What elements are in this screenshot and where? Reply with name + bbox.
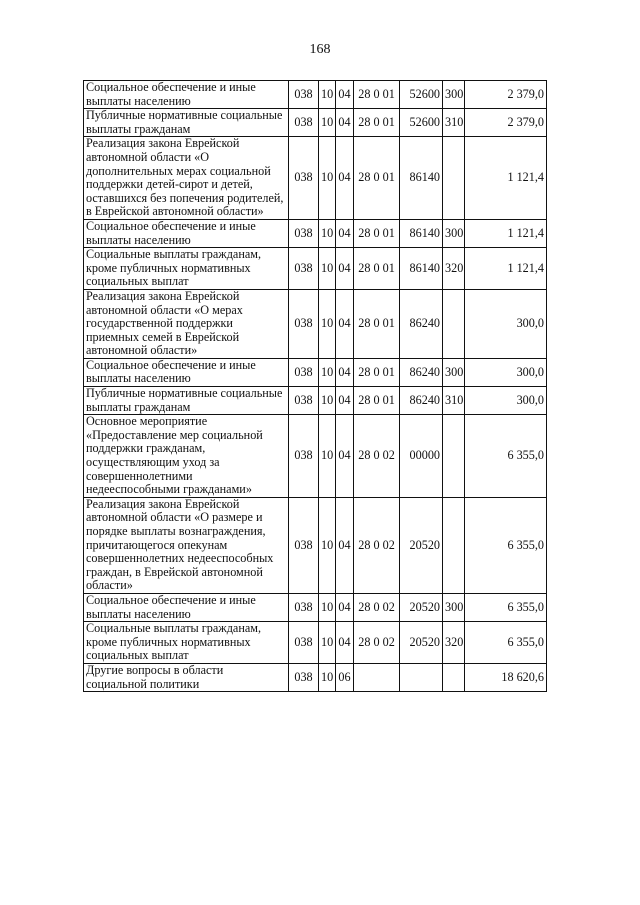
- cell-amount: 2 379,0: [465, 109, 547, 137]
- cell-grbs-code: 038: [289, 622, 319, 664]
- cell-section-code: 10: [319, 415, 336, 498]
- cell-direction-code: 86240: [400, 289, 443, 358]
- cell-name: Основное мероприятие «Предоставление мер социальной поддержки гражданам, осуществляющим уход за совершеннолетними недееспособными гражданами»: [84, 415, 289, 498]
- cell-direction-code: 86240: [400, 387, 443, 415]
- cell-amount: 1 121,4: [465, 248, 547, 290]
- cell-grbs-code: 038: [289, 415, 319, 498]
- cell-program-code: 28 0 01: [354, 248, 400, 290]
- cell-name: Реализация закона Еврейской автономной области «О размере и порядке выплаты вознаграждения, причитающегося опекунам совершеннолетних недееспособных граждан, в Еврейской автономной области»: [84, 497, 289, 593]
- cell-section-code: 10: [319, 289, 336, 358]
- cell-section-code: 10: [319, 593, 336, 621]
- cell-name: Социальное обеспечение и иные выплаты населению: [84, 219, 289, 247]
- cell-amount: 300,0: [465, 289, 547, 358]
- cell-amount: 1 121,4: [465, 137, 547, 220]
- cell-name: Социальные выплаты гражданам, кроме публичных нормативных социальных выплат: [84, 248, 289, 290]
- cell-grbs-code: 038: [289, 219, 319, 247]
- cell-section-code: 10: [319, 81, 336, 109]
- cell-section-code: 10: [319, 387, 336, 415]
- cell-section-code: 10: [319, 663, 336, 691]
- cell-subsection-code: 04: [336, 358, 354, 386]
- cell-section-code: 10: [319, 358, 336, 386]
- cell-subsection-code: 04: [336, 415, 354, 498]
- table-row: [84, 387, 547, 415]
- cell-section-code: 10: [319, 219, 336, 247]
- table-row: [84, 137, 547, 220]
- cell-grbs-code: 038: [289, 109, 319, 137]
- cell-grbs-code: 038: [289, 248, 319, 290]
- table-row: [84, 248, 547, 290]
- cell-name: Социальное обеспечение и иные выплаты населению: [84, 358, 289, 386]
- cell-expense-type-code: 300: [443, 593, 465, 621]
- cell-program-code: 28 0 02: [354, 415, 400, 498]
- cell-amount: 1 121,4: [465, 219, 547, 247]
- table-row: [84, 109, 547, 137]
- cell-grbs-code: 038: [289, 358, 319, 386]
- cell-subsection-code: 04: [336, 248, 354, 290]
- cell-subsection-code: 04: [336, 109, 354, 137]
- page-number: 168: [309, 42, 331, 57]
- cell-expense-type-code: 320: [443, 248, 465, 290]
- cell-subsection-code: 04: [336, 387, 354, 415]
- cell-grbs-code: 038: [289, 663, 319, 691]
- cell-direction-code: 00000: [400, 415, 443, 498]
- cell-program-code: 28 0 01: [354, 81, 400, 109]
- cell-direction-code: 20520: [400, 593, 443, 621]
- cell-section-code: 10: [319, 109, 336, 137]
- table-body: [84, 81, 547, 692]
- table-row: [84, 622, 547, 664]
- cell-grbs-code: 038: [289, 137, 319, 220]
- cell-name: Публичные нормативные социальные выплаты гражданам: [84, 109, 289, 137]
- table-row: [84, 289, 547, 358]
- cell-direction-code: 86140: [400, 137, 443, 220]
- cell-expense-type-code: 300: [443, 358, 465, 386]
- cell-expense-type-code: 320: [443, 622, 465, 664]
- cell-direction-code: 52600: [400, 109, 443, 137]
- cell-subsection-code: 04: [336, 137, 354, 220]
- cell-expense-type-code: [443, 289, 465, 358]
- table-row: [84, 219, 547, 247]
- cell-subsection-code: 04: [336, 219, 354, 247]
- cell-program-code: 28 0 01: [354, 358, 400, 386]
- table-row: [84, 497, 547, 593]
- cell-amount: 2 379,0: [465, 81, 547, 109]
- cell-grbs-code: 038: [289, 593, 319, 621]
- cell-expense-type-code: 310: [443, 109, 465, 137]
- cell-subsection-code: 04: [336, 593, 354, 621]
- cell-program-code: 28 0 01: [354, 137, 400, 220]
- cell-program-code: 28 0 01: [354, 109, 400, 137]
- table-row: [84, 663, 547, 691]
- table-row: [84, 593, 547, 621]
- table-row: [84, 81, 547, 109]
- cell-subsection-code: 04: [336, 622, 354, 664]
- cell-subsection-code: 04: [336, 289, 354, 358]
- cell-name: Реализация закона Еврейской автономной области «О дополнительных мерах социальной поддержки детей-сирот и детей, оставшихся без попечения родителей, в Еврейской автономной области»: [84, 137, 289, 220]
- table-row: [84, 358, 547, 386]
- cell-name: Реализация закона Еврейской автономной области «О мерах государственной поддержки приемных семей в Еврейской автономной области»: [84, 289, 289, 358]
- cell-name: Другие вопросы в области социальной политики: [84, 663, 289, 691]
- cell-expense-type-code: [443, 137, 465, 220]
- cell-direction-code: 20520: [400, 622, 443, 664]
- cell-expense-type-code: [443, 497, 465, 593]
- cell-grbs-code: 038: [289, 497, 319, 593]
- cell-grbs-code: 038: [289, 81, 319, 109]
- cell-expense-type-code: [443, 415, 465, 498]
- cell-amount: 6 355,0: [465, 497, 547, 593]
- cell-amount: 6 355,0: [465, 593, 547, 621]
- budget-table: [83, 80, 547, 692]
- cell-section-code: 10: [319, 497, 336, 593]
- cell-name: Публичные нормативные социальные выплаты гражданам: [84, 387, 289, 415]
- cell-subsection-code: 04: [336, 81, 354, 109]
- cell-section-code: 10: [319, 622, 336, 664]
- cell-grbs-code: 038: [289, 289, 319, 358]
- cell-program-code: 28 0 01: [354, 289, 400, 358]
- cell-program-code: 28 0 02: [354, 497, 400, 593]
- cell-direction-code: 52600: [400, 81, 443, 109]
- cell-name: Социальные выплаты гражданам, кроме публичных нормативных социальных выплат: [84, 622, 289, 664]
- table-row: [84, 415, 547, 498]
- cell-expense-type-code: 300: [443, 81, 465, 109]
- cell-direction-code: 20520: [400, 497, 443, 593]
- cell-subsection-code: 06: [336, 663, 354, 691]
- cell-amount: 300,0: [465, 358, 547, 386]
- cell-amount: 6 355,0: [465, 415, 547, 498]
- cell-section-code: 10: [319, 248, 336, 290]
- cell-amount: 18 620,6: [465, 663, 547, 691]
- cell-name: Социальное обеспечение и иные выплаты населению: [84, 81, 289, 109]
- cell-amount: 6 355,0: [465, 622, 547, 664]
- cell-direction-code: 86240: [400, 358, 443, 386]
- cell-section-code: 10: [319, 137, 336, 220]
- cell-expense-type-code: 300: [443, 219, 465, 247]
- cell-name: Социальное обеспечение и иные выплаты населению: [84, 593, 289, 621]
- cell-program-code: 28 0 01: [354, 219, 400, 247]
- cell-direction-code: 86140: [400, 219, 443, 247]
- cell-grbs-code: 038: [289, 387, 319, 415]
- cell-expense-type-code: [443, 663, 465, 691]
- cell-program-code: 28 0 01: [354, 387, 400, 415]
- cell-direction-code: 86140: [400, 248, 443, 290]
- cell-amount: 300,0: [465, 387, 547, 415]
- cell-subsection-code: 04: [336, 497, 354, 593]
- cell-direction-code: [400, 663, 443, 691]
- cell-program-code: 28 0 02: [354, 593, 400, 621]
- cell-program-code: 28 0 02: [354, 622, 400, 664]
- cell-program-code: [354, 663, 400, 691]
- cell-expense-type-code: 310: [443, 387, 465, 415]
